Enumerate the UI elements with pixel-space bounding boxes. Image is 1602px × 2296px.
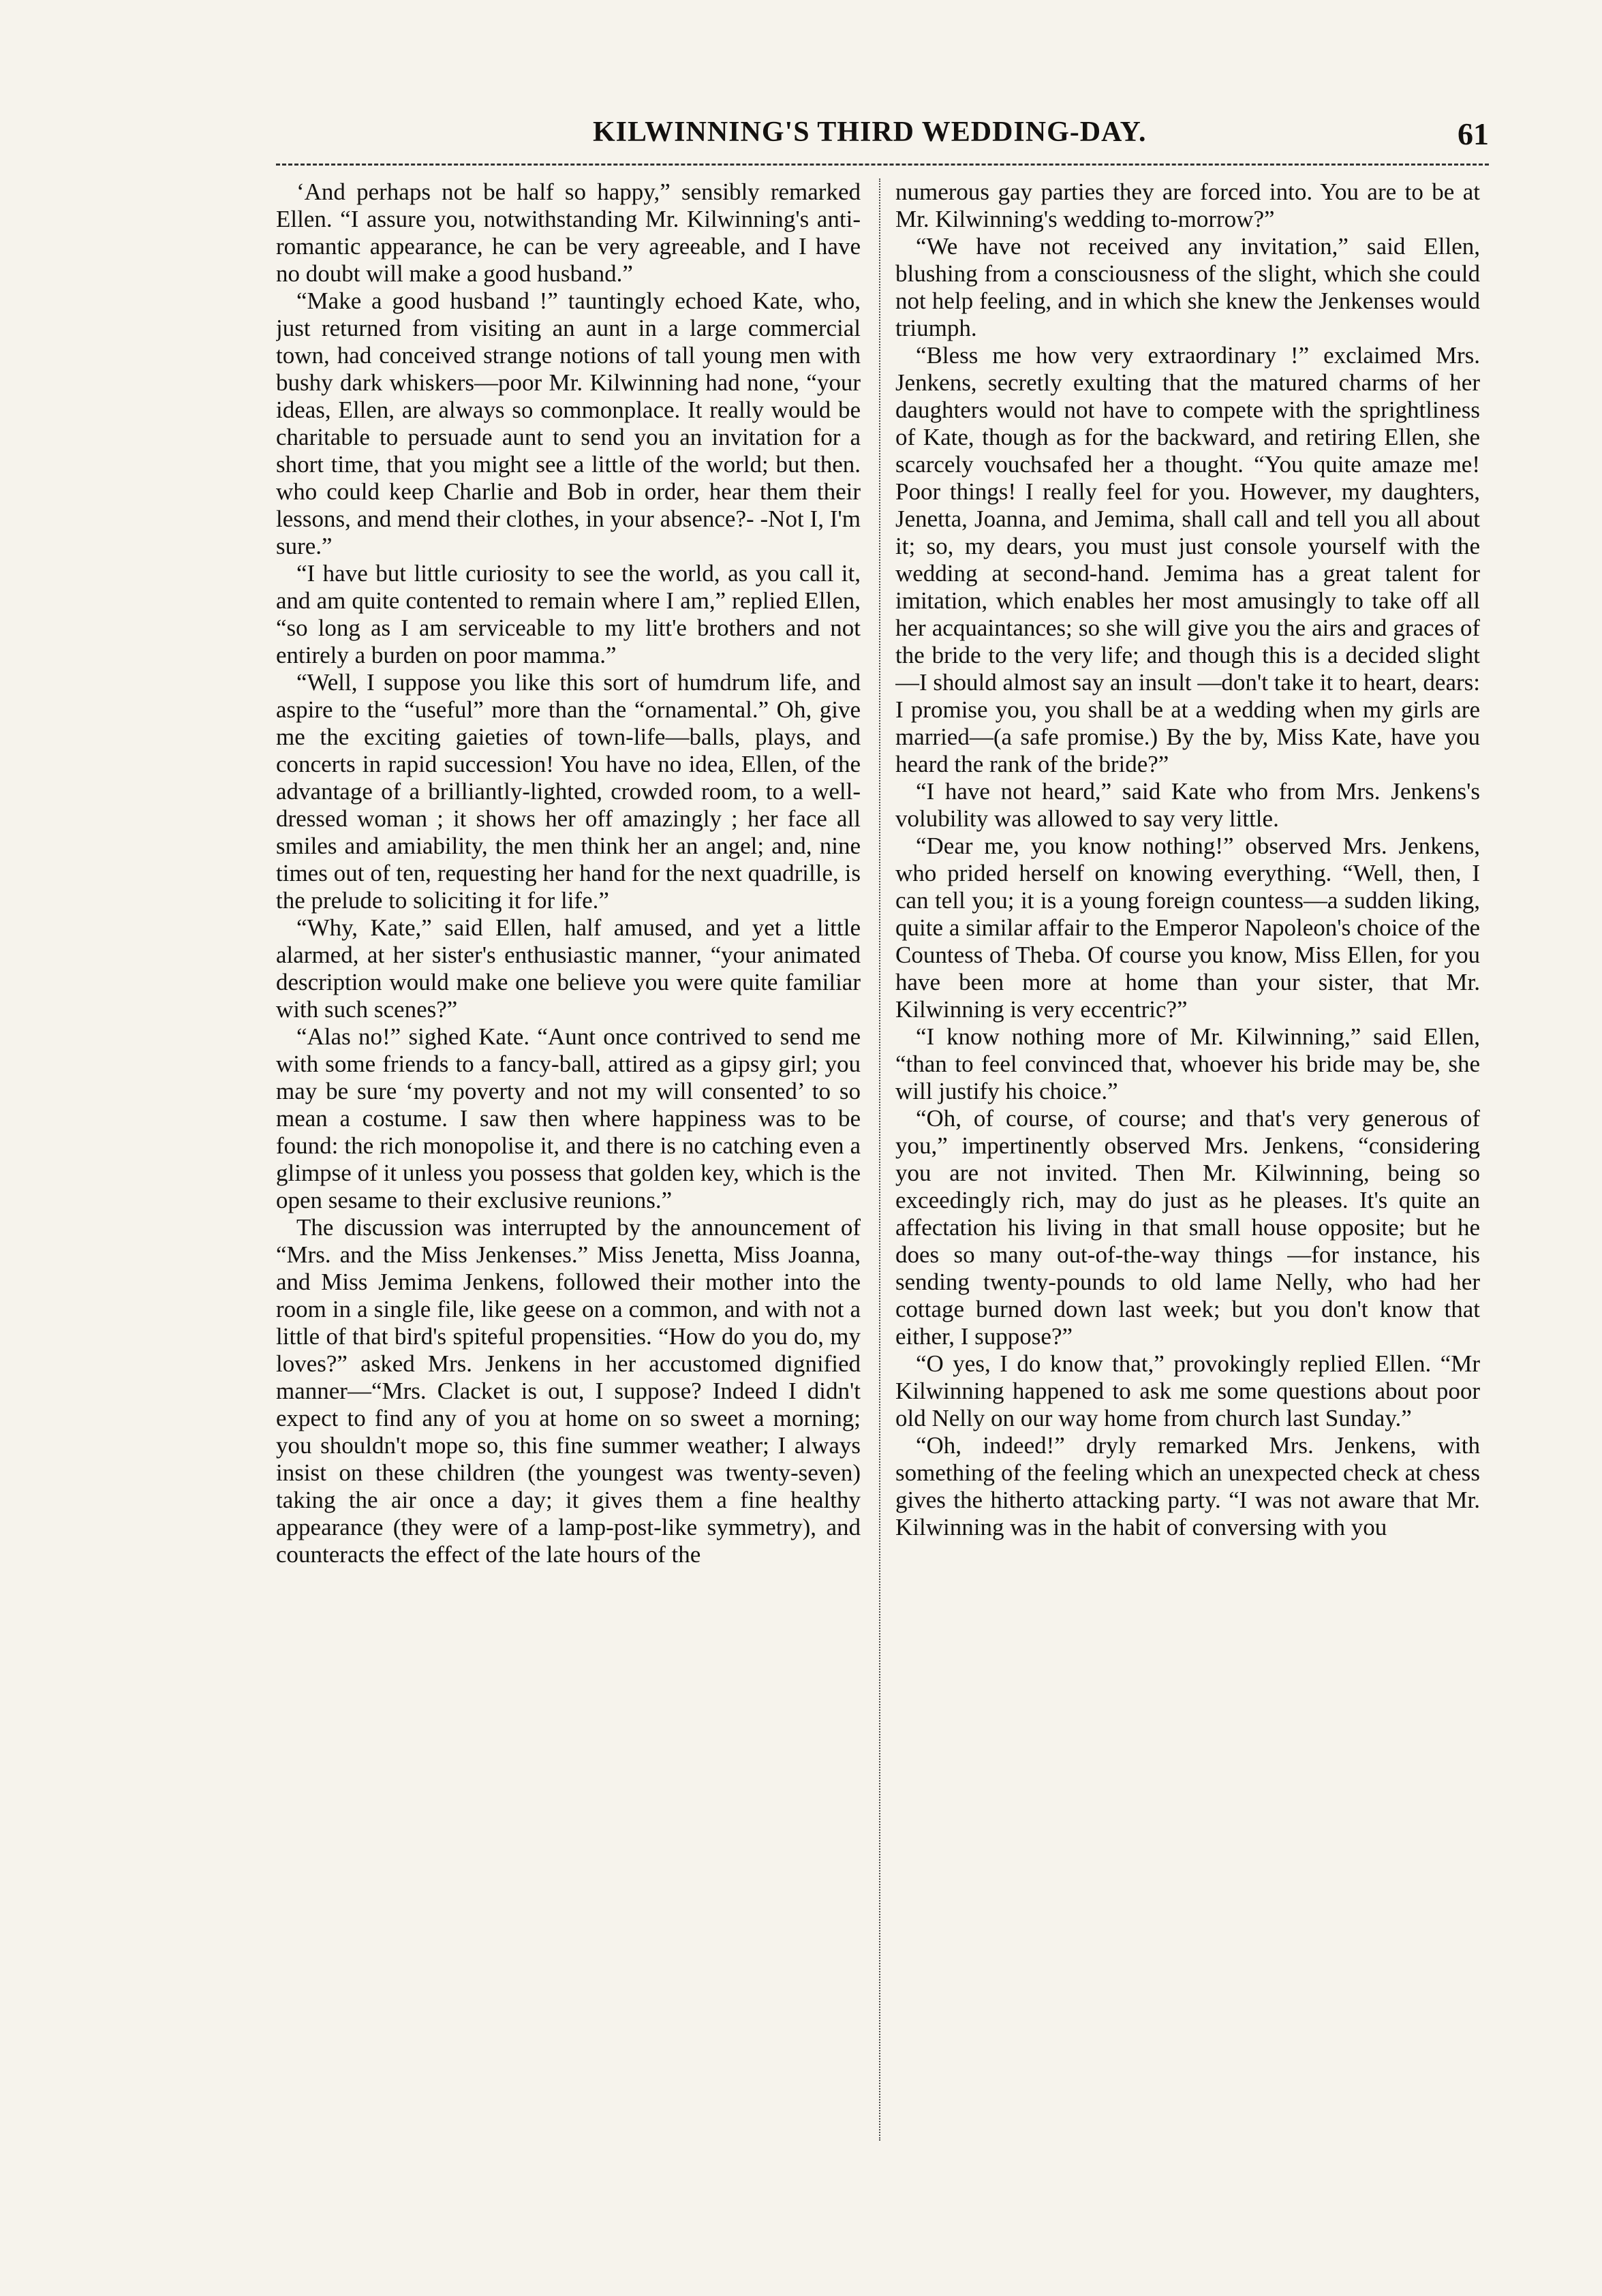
- column-divider: [879, 179, 880, 2141]
- header-rule: [276, 164, 1489, 166]
- paragraph: “Alas no!” sighed Kate. “Aunt once contrived to send me with some friends to a fancy-ball, attired as a gipsy girl; you may be sure ‘my poverty and not my will consented’ to so mean a costume. I saw then where happiness was to be found: the rich monopolise it, and there is no catching even a glimpse of it unless you possess that golden key, which is the open sesame to their exclusive reunions.”: [276, 1023, 861, 1213]
- page-header: [245, 109, 1489, 157]
- paragraph: “Make a good husband !” tauntingly echoed Kate, who, just returned from visiting an aunt in a large commercial town, had conceived strange notions of tall young men with bushy dark whiskers—poor Mr. Kilwinning had none, “your ideas, Ellen, are always so commonplace. It really would be charitable to persuade aunt to send you an invitation for a short time, that you might see a little of the world; but then. who could keep Charlie and Bob in order, hear them their lessons, and mend their clothes, in your absence?- -Not I, I'm sure.”: [276, 288, 861, 559]
- running-title: KILWINNING'S THIRD WEDDING-DAY.: [593, 117, 1147, 148]
- paragraph: “I know nothing more of Mr. Kilwinning,” said Ellen, “than to feel convinced that, whoever his bride may be, she will justify his choice.”: [895, 1023, 1480, 1104]
- paragraph: “Dear me, you know nothing!” observed Mrs. Jenkens, who prided herself on knowing everything. “Well, then, I can tell you; it is a young foreign countess—a sudden liking, quite a similar affair to the Emperor Napoleon's choice of the Countess of Theba. Of course you know, Miss Ellen, for you have been more at home than your sister, that Mr. Kilwinning is very eccentric?”: [895, 833, 1480, 1023]
- paragraph: “Why, Kate,” said Ellen, half amused, and yet a little alarmed, at her sister's enthusiastic manner, “your animated description would make one believe you were quite familiar with such scenes?”: [276, 914, 861, 1023]
- paragraph: “Oh, indeed!” dryly remarked Mrs. Jenkens, with something of the feeling which an unexpected check at chess gives the hitherto attacking party. “I was not aware that Mr. Kilwinning was in the habit of conversing with you: [895, 1432, 1480, 1540]
- paragraph: “We have not received any invitation,” said Ellen, blushing from a consciousness of the slight, which she could not help feeling, and in which she knew the Jenkenses would triumph.: [895, 233, 1480, 341]
- paragraph: “O yes, I do know that,” provokingly replied Ellen. “Mr Kilwinning happened to ask me some questions about poor old Nelly on our way home from church last Sunday.”: [895, 1350, 1480, 1431]
- paragraph: “Well, I suppose you like this sort of humdrum life, and aspire to the “useful” more than the “ornamental.” Oh, give me the exciting gaieties of town-life—balls, plays, and concerts in rapid succession! You have no idea, Ellen, of the advantage of a brilliantly-lighted, crowded room, to a well-dressed woman ; it shows her off amazingly ; her face all smiles and amiability, the men think her an angel; and, nine times out of ten, requesting her hand for the next quadrille, is the prelude to soliciting it for life.”: [276, 669, 861, 914]
- paragraph: “I have but little curiosity to see the world, as you call it, and am quite contented to remain where I am,” replied Ellen, “so long as I am serviceable to my litt'e brothers and not entirely a burden on poor mamma.”: [276, 560, 861, 668]
- left-column: [276, 179, 861, 2141]
- paragraph-continued: numerous gay parties they are forced into. You are to be at Mr. Kilwinning's wedding to-morrow?”: [895, 179, 1480, 232]
- paragraph: “Oh, of course, of course; and that's very generous of you,” impertinently observed Mrs. Jenkens, “considering you are not invited. Then Mr. Kilwinning, being so exceedingly rich, may do just as he pleases. It's quite an affectation his living in that small house opposite; but he does so many out-of-the-way things —for instance, his sending twenty-pounds to old lame Nelly, who had her cottage burned down last week; but you don't know that either, I suppose?”: [895, 1105, 1480, 1350]
- paragraph: “Bless me how very extraordinary !” exclaimed Mrs. Jenkens, secretly exulting that the matured charms of her daughters would not have to compete with the sprightliness of Kate, though as for the backward, and retiring Ellen, she scarcely vouchsafed her a thought. “You quite amaze me! Poor things! I really feel for you. However, my daughters, Jenetta, Joanna, and Jemima, shall call and tell you all about it; so, my dears, you must just console yourself with the wedding at second-hand. Jemima has a great talent for imitation, which enables her most amusingly to take off all her acquaintances; so she will give you the airs and graces of the bride to the very life; and though this is a decided slight—I should almost say an insult —don't take it to heart, dears: I promise you, you shall be at a wedding when my girls are married—(a safe promise.) By the by, Miss Kate, have you heard the rank of the bride?”: [895, 342, 1480, 777]
- paragraph: ‘And perhaps not be half so happy,” sensibly remarked Ellen. “I assure you, notwithstanding Mr. Kilwinning's anti-romantic appearance, he can be very agreeable, and I have no doubt will make a good husband.”: [276, 179, 861, 287]
- paragraph: “I have not heard,” said Kate who from Mrs. Jenkens's volubility was allowed to say very little.: [895, 778, 1480, 832]
- page-number: 61: [1458, 117, 1489, 151]
- paragraph: The discussion was interrupted by the announcement of “Mrs. and the Miss Jenkenses.” Miss Jenetta, Miss Joanna, and Miss Jemima Jenkens, followed their mother into the room in a single file, like geese on a common, and with not a little of that bird's spiteful propensities. “How do you do, my loves?” asked Mrs. Jenkens in her accustomed dignified manner—“Mrs. Clacket is out, I suppose? Indeed I didn't expect to find any of you at home on so sweet a morning; you shouldn't mope so, this fine summer weather; I always insist on these children (the youngest was twenty-seven) taking the air once a day; it gives them a fine healthy appearance (they were of a lamp-post-like symmetry), and counteracts the effect of the late hours of the: [276, 1214, 861, 1568]
- right-column: [895, 179, 1480, 2141]
